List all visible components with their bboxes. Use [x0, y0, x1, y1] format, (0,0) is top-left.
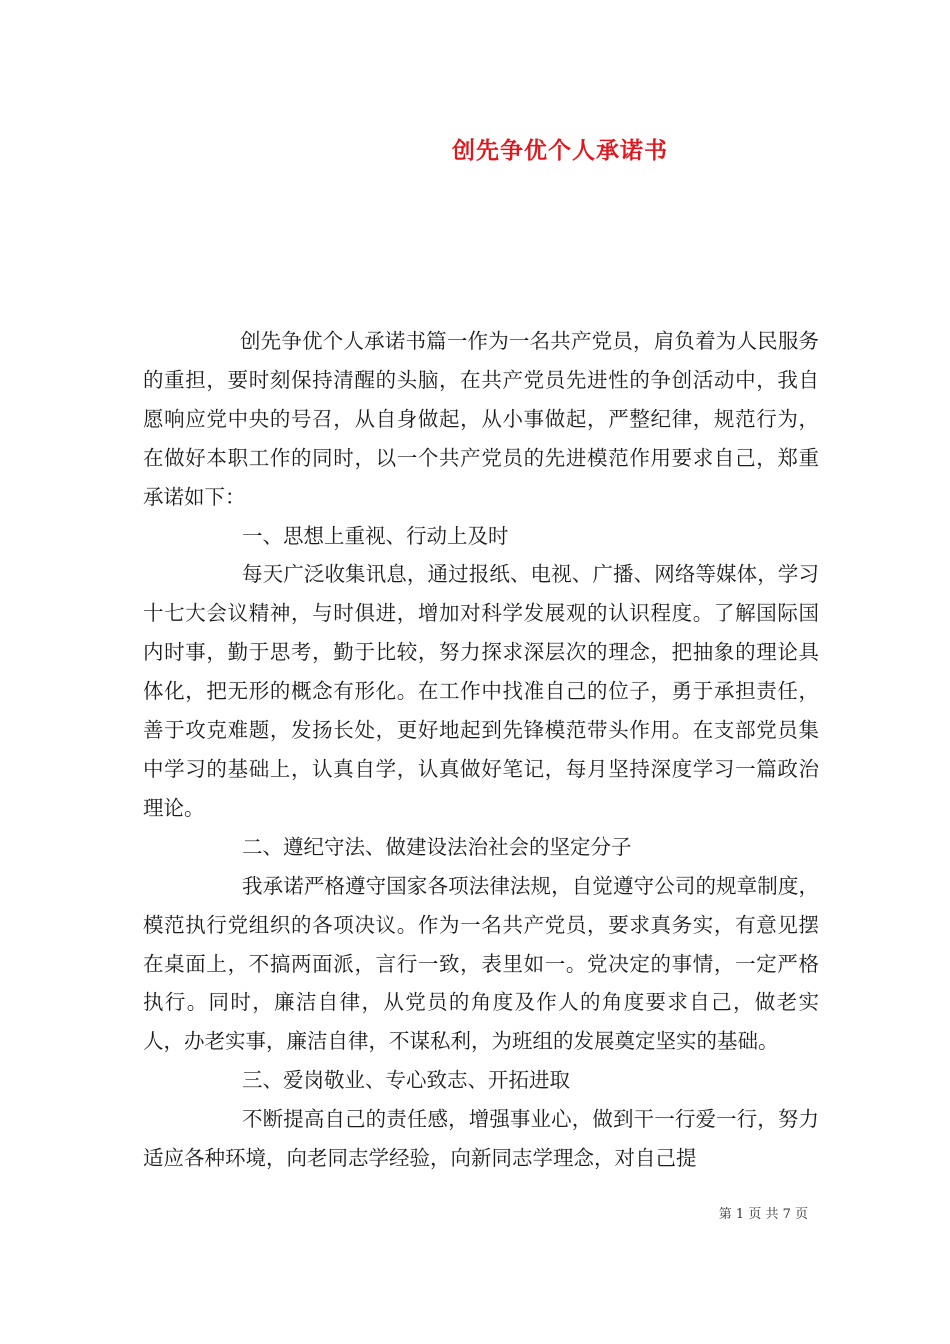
document-title: 创先争优个人承诺书 [452, 137, 668, 164]
paragraph-intro: 创先争优个人承诺书篇一作为一名共产党员，肩负着为人民服务的重担，要时刻保持清醒的头脑，在共产党员先进性的争创活动中，我自愿响应党中央的号召，从自身做起，从小事做起，严整纪律，规范行为，在做好本职工作的同时，以一个共产党员的先进模范作用要求自己，郑重承诺如下： [143, 329, 819, 509]
section-heading-2: 二、遵纪守法、做建设法治社会的坚定分子 [242, 834, 632, 859]
paragraph-section-1: 每天广泛收集讯息，通过报纸、电视、广播、网络等媒体，学习十七大会议精神，与时俱进，增加对科学发展观的认识程度。了解国际国内时事，勤于思考，勤于比较，努力探求深层次的理念，把抽象的理论具体化，把无形的概念有形化。在工作中找准自己的位子，勇于承担责任，善于攻克难题，发扬长处，更好地起到先锋模范带头作用。在支部党员集中学习的基础上，认真自学，认真做好笔记，每月坚持深度学习一篇政治理论。 [143, 562, 819, 820]
document-body [143, 322, 819, 1178]
paragraph-section-3: 不断提高自己的责任感，增强事业心，做到干一行爱一行，努力适应各种环境，向老同志学经验，向新同志学理念，对自己提 [143, 1107, 819, 1171]
section-heading-3: 三、爱岗敬业、专心致志、开拓进取 [242, 1068, 570, 1093]
paragraph-section-2: 我承诺严格遵守国家各项法律法规，自觉遵守公司的规章制度，模范执行党组织的各项决议。作为一名共产党员，要求真务实，有意见摆在桌面上，不搞两面派，言行一致，表里如一。党决定的事情，一定严格执行。同时，廉洁自律，从党员的角度及作人的角度要求自己，做老实人，办老实事，廉洁自律，不谋私利，为班组的发展奠定坚实的基础。 [143, 873, 819, 1054]
section-heading-1: 一、思想上重视、行动上及时 [242, 523, 509, 548]
page-number: 第 1 页 共 7 页 [718, 1207, 808, 1222]
